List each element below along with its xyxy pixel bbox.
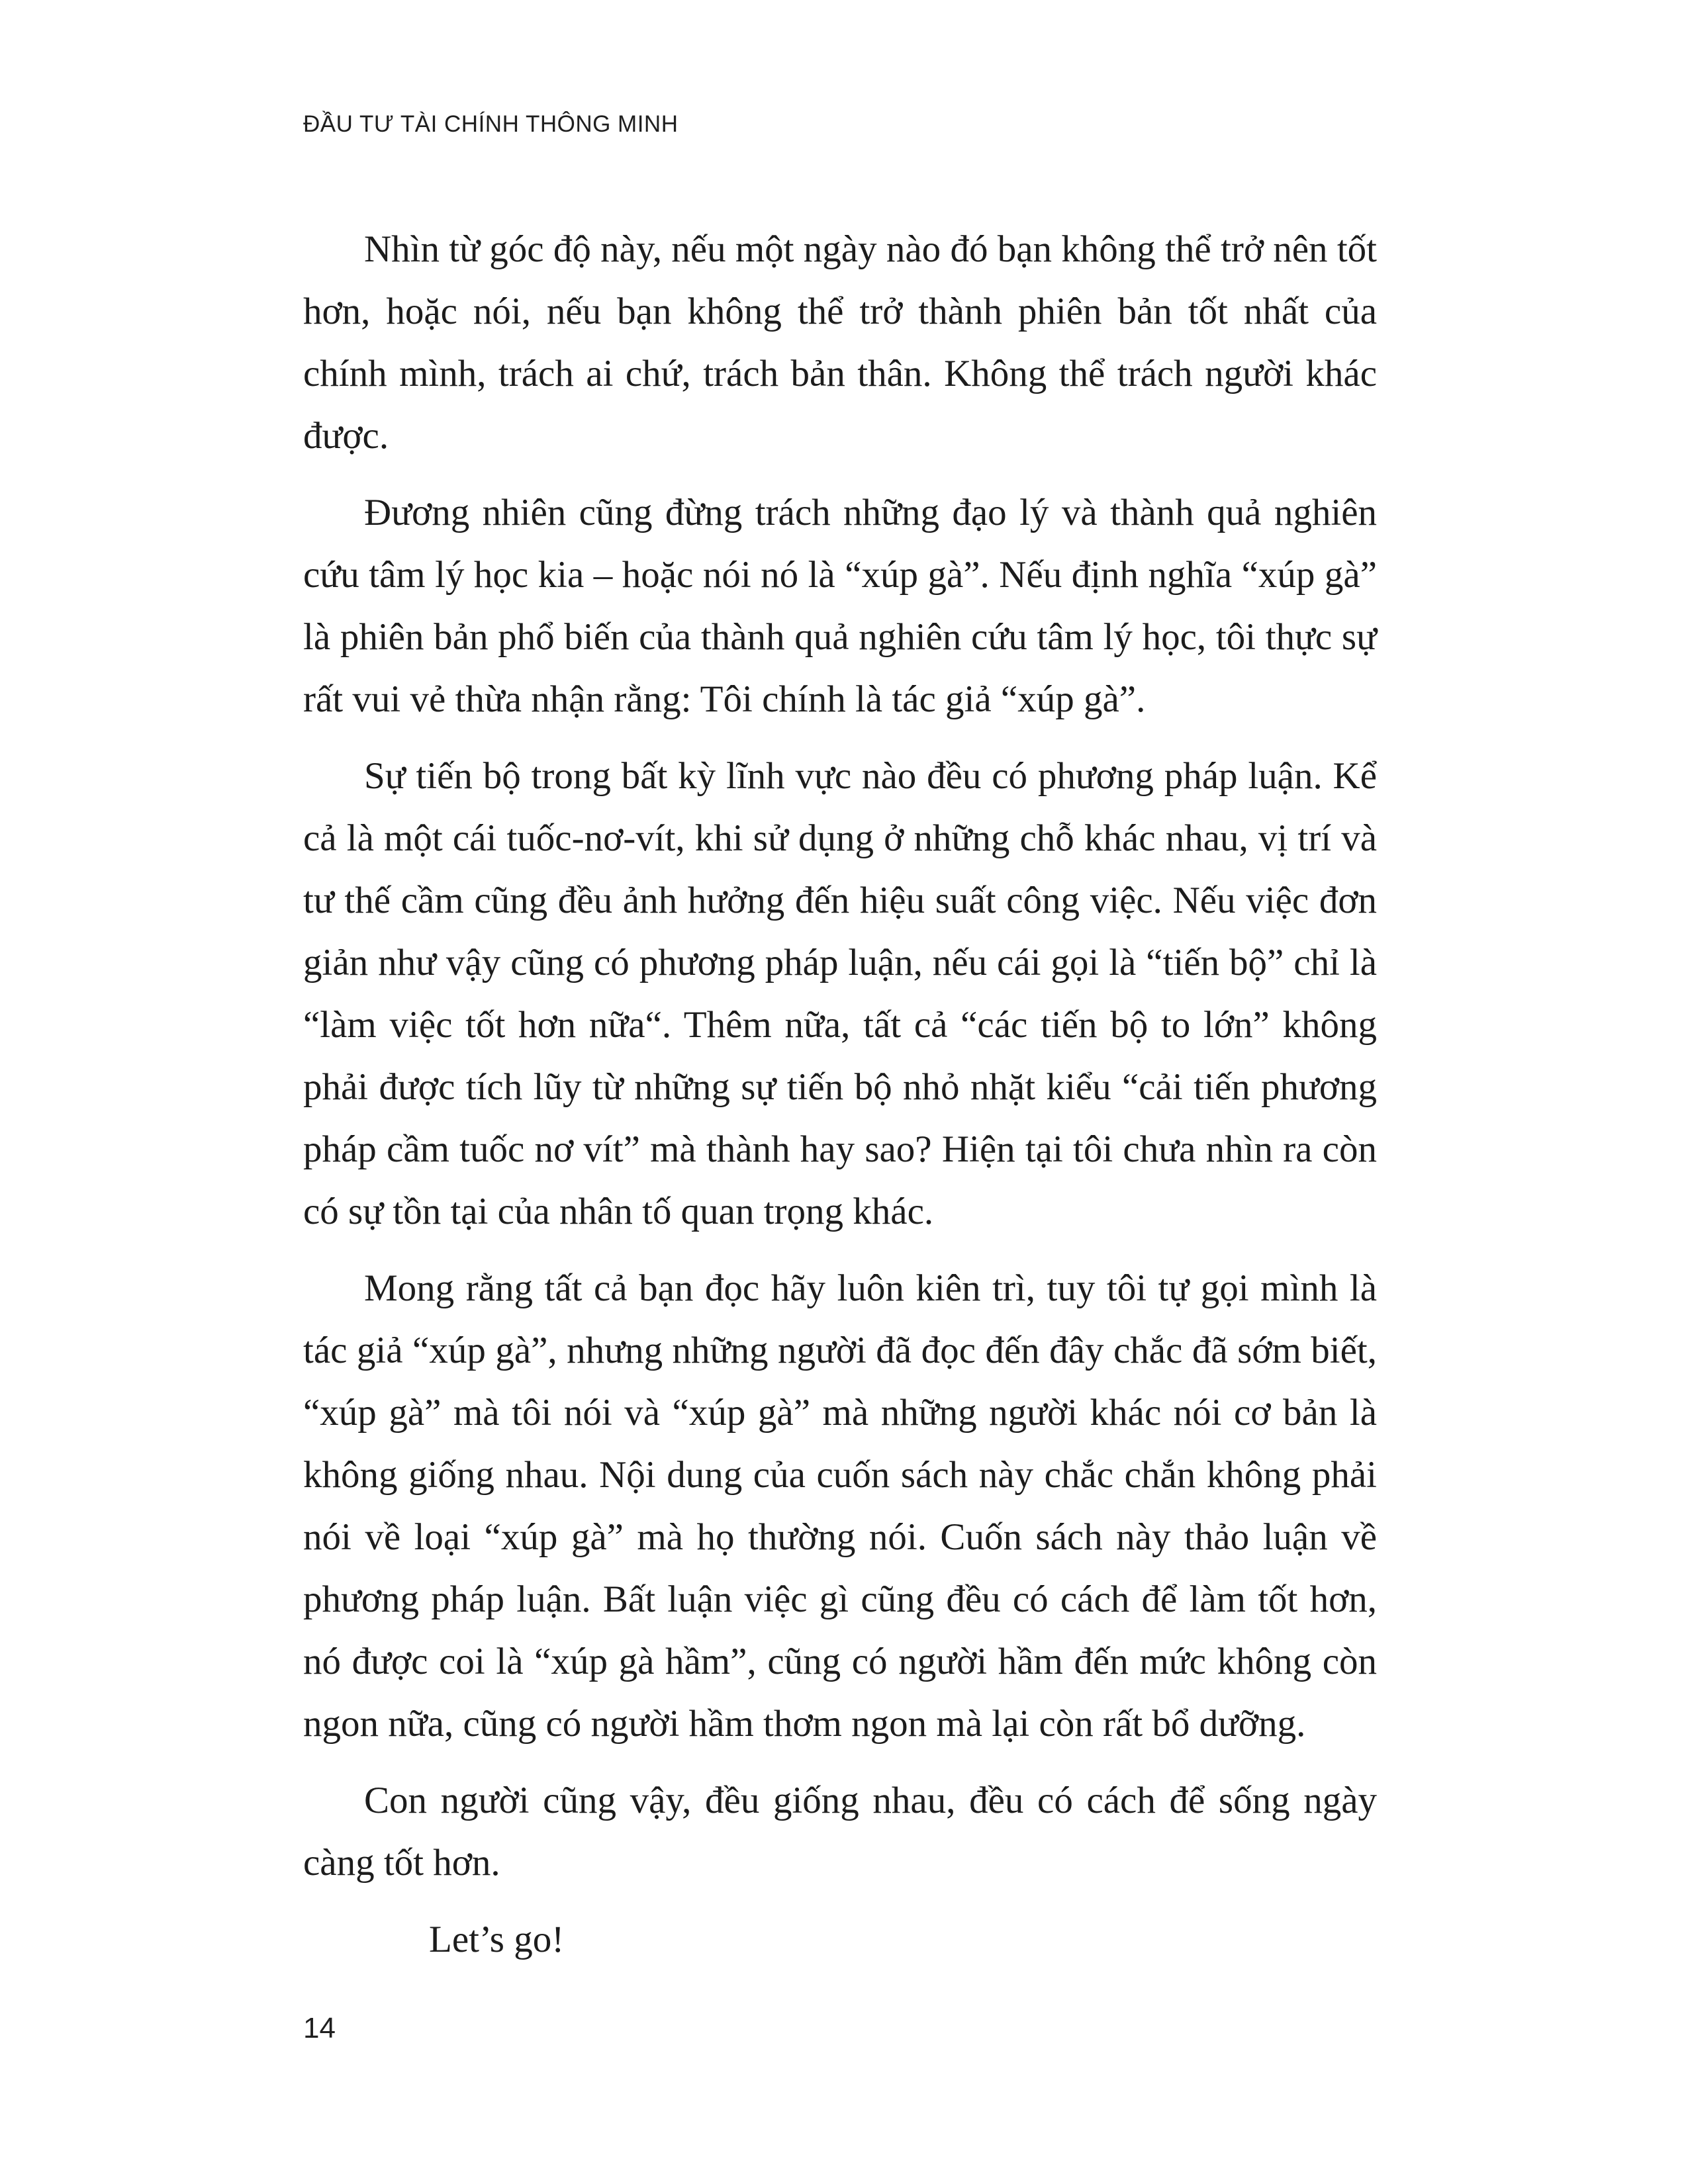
body-text — [303, 218, 1377, 1985]
running-header: ĐẦU TƯ TÀI CHÍNH THÔNG MINH — [303, 111, 679, 137]
paragraph: Con người cũng vậy, đều giống nhau, đều có cách để sống ngày càng tốt hơn. — [303, 1780, 1377, 1884]
page-number: 14 — [303, 2012, 336, 2044]
paragraph: Nhìn từ góc độ này, nếu một ngày nào đó bạn không thể trở nên tốt hơn, hoặc nói, nếu bạn không thể trở thành phiên bản tốt nhất của chính mình, trách ai chứ, trách bản thân. Không thể trách người khác được. — [303, 228, 1377, 457]
paragraph: Mong rằng tất cả bạn đọc hãy luôn kiên trì, tuy tôi tự gọi mình là tác giả “xúp gà”, nhưng những người đã đọc đến đây chắc đã sớm biết, “xúp gà” mà tôi nói và “xúp gà” mà những người khác nói cơ bản là không giống nhau. Nội dung của cuốn sách này chắc chắn không phải nói về loại “xúp gà” mà họ thường nói. Cuốn sách này thảo luận về phương pháp luận. Bất luận việc gì cũng đều có cách để làm tốt hơn, nó được coi là “xúp gà hầm”, cũng có người hầm đến mức không còn ngon nữa, cũng có người hầm thơm ngon mà lại còn rất bổ dưỡng. — [303, 1267, 1377, 1745]
closing-line: Let’s go! — [429, 1919, 565, 1960]
paragraph: Đương nhiên cũng đừng trách những đạo lý và thành quả nghiên cứu tâm lý học kia – hoặc nói nó là “xúp gà”. Nếu định nghĩa “xúp gà” là phiên bản phổ biến của thành quả nghiên cứu tâm lý học, tôi thực sự rất vui vẻ thừa nhận rằng: Tôi chính là tác giả “xúp gà”. — [303, 492, 1377, 720]
paragraph: Sự tiến bộ trong bất kỳ lĩnh vực nào đều có phương pháp luận. Kể cả là một cái tuốc-nơ-vít, khi sử dụng ở những chỗ khác nhau, vị trí và tư thế cầm cũng đều ảnh hưởng đến hiệu suất công việc. Nếu việc đơn giản như vậy cũng có phương pháp luận, nếu cái gọi là “tiến bộ” chỉ là “làm việc tốt hơn nữa“. Thêm nữa, tất cả “các tiến bộ to lớn” không phải được tích lũy từ những sự tiến bộ nhỏ nhặt kiểu “cải tiến phương pháp cầm tuốc nơ vít” mà thành hay sao? Hiện tại tôi chưa nhìn ra còn có sự tồn tại của nhân tố quan trọng khác. — [303, 755, 1377, 1232]
